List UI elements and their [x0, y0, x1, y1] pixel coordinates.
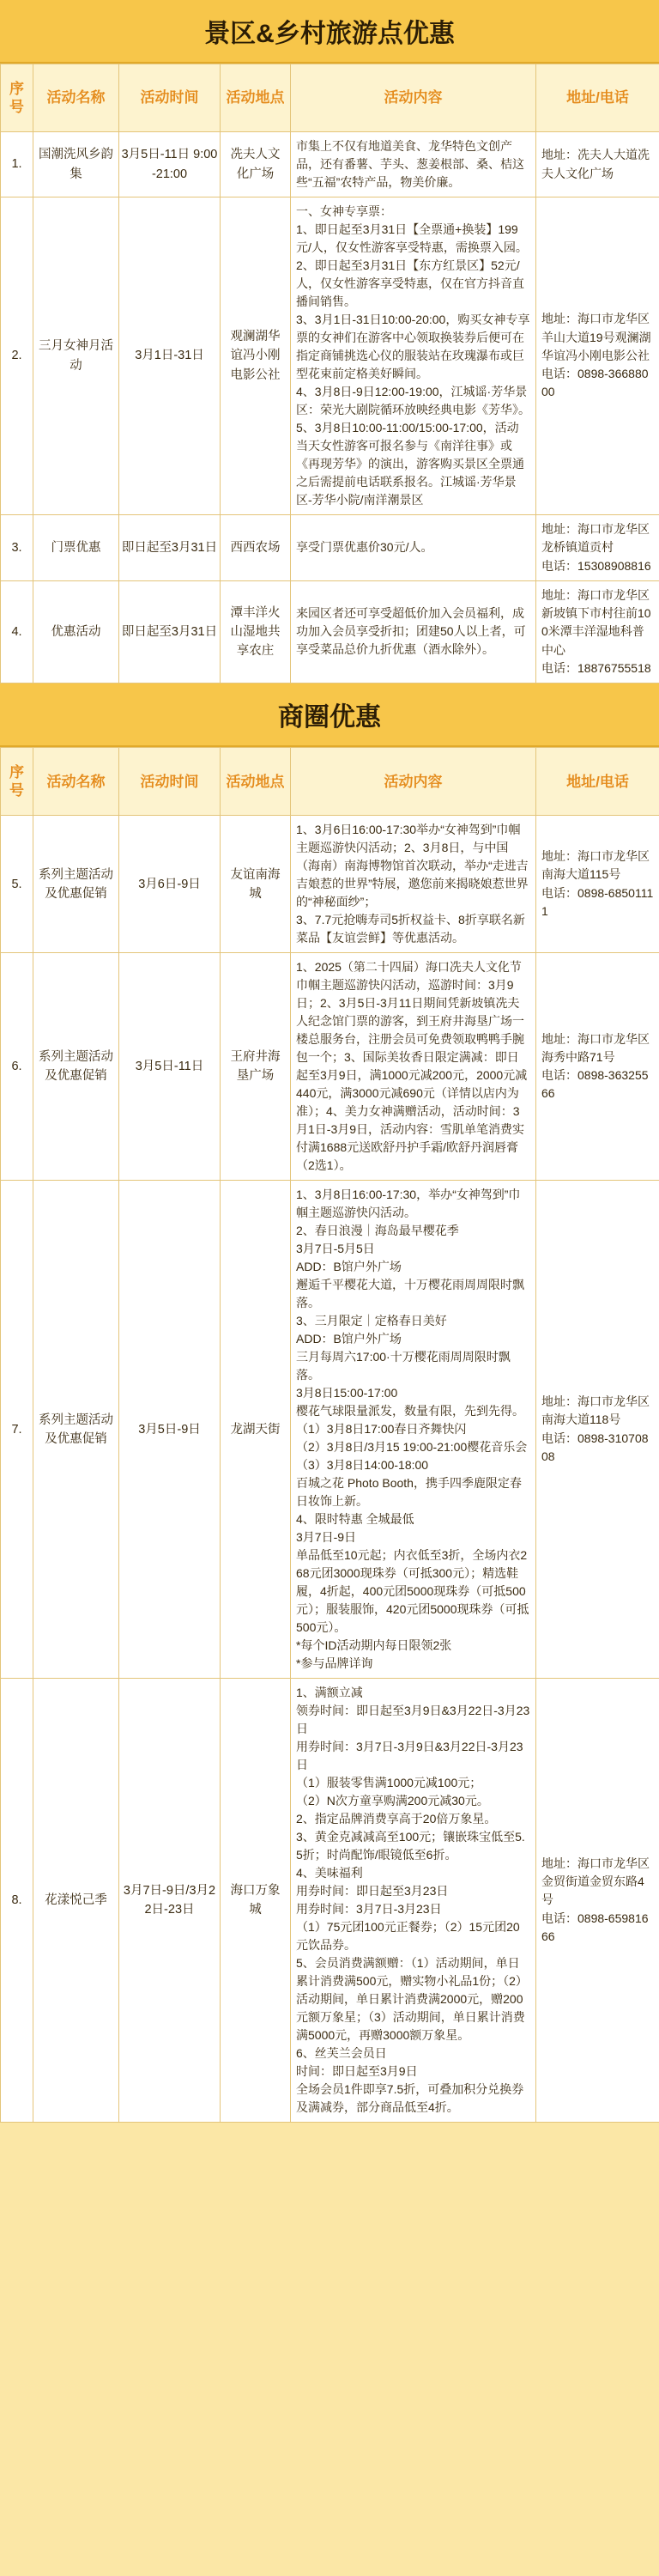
row-number: 2. — [1, 197, 33, 515]
address-phone: 地址：海口市龙华区羊山大道19号观澜湖华谊冯小刚电影公社 电话：0898-36688000 — [536, 197, 659, 515]
activity-place: 观澜湖华谊冯小刚电影公社 — [221, 197, 291, 515]
activity-name: 系列主题活动及优惠促销 — [33, 1181, 119, 1679]
promotion-table — [0, 64, 659, 683]
address-phone: 地址：海口市龙华区金贸街道金贸东路4号 电话：0898-65981666 — [536, 1679, 659, 2123]
activity-place: 西西农场 — [221, 515, 291, 581]
activity-content: 1、满额立减 领券时间：即日起至3月9日&3月22日-3月23日 用券时间：3月7日-3月9日&3月22日-3月23日 （1）服装零售满1000元减100元； （2）N次方童享购满200元减30元。 2、指定品牌消费享高于20倍万象星。 3、黄金克减减高至100元；镶嵌珠宝低至5.5折；时尚配饰/眼镜低至6折。 4、美味福利 用券时间：即日起至3月23日 用券时间：3月7日-3月23日 （1）75元团100元正餐券；（2）15元团20元饮品券。 5、会员消费满额赠：（1）活动期间，单日累计消费满500元，赠实物小礼品1份；（2）活动期间，单日累计消费满2000元，赠200元额万象星；（3）活动期间，单日累计消费满5000元，再赠3000额万象星。 6、丝芙兰会员日 时间：即日起至3月9日 全场会员1件即享7.5折，可叠加积分兑换券及满减券，部分商品低至4折。 — [291, 1679, 536, 2123]
activity-name: 国潮洗风乡韵集 — [33, 132, 119, 197]
section-title: 景区&乡村旅游点优惠 — [0, 0, 659, 64]
row-number: 3. — [1, 515, 33, 581]
activity-content: 来园区者还可享受超低价加入会员福利，成功加入会员享受折扣；团建50人以上者，可享受菜品总价九折优惠（酒水除外）。 — [291, 580, 536, 683]
row-number: 8. — [1, 1679, 33, 2123]
activity-content: 一、女神专享票： 1、即日起至3月31日【全票通+换装】199元/人，仅女性游客享受特惠，需换票入园。 2、即日起至3月31日【东方红景区】52元/人，仅女性游客享受特惠，仅在官方抖音直播间销售。 3、3月1日-31日10:00-20:00，购买女神专享票的女神们在游客中心领取换装券后便可在指定商铺挑选心仪的服装站在玫瑰瀑布或巨型花束前定格美好瞬间。 4、3月8日-9日12:00-19:00，江城谣·芳华景区：荣光大剧院循环放映经典电影《芳华》。 5、3月8日10:00-11:00/15:00-17:00，活动当天女性游客可报名参与《南洋往事》或《再现芳华》的演出，游客购买景区全票通之后需提前电话联系报名。江城谣·芳华景区-芳华小院/南洋潮景区 — [291, 197, 536, 515]
address-phone: 地址：海口市龙华区南海大道115号 电话：0898-68501111 — [536, 816, 659, 953]
column-header: 地址/电话 — [536, 64, 659, 132]
column-header: 地址/电话 — [536, 748, 659, 816]
activity-place: 王府井海垦广场 — [221, 953, 291, 1181]
table-row — [1, 132, 659, 197]
activity-name: 系列主题活动及优惠促销 — [33, 816, 119, 953]
table-header-row — [1, 64, 659, 132]
column-header: 活动时间 — [119, 748, 221, 816]
column-header: 序号 — [1, 64, 33, 132]
column-header: 活动地点 — [221, 748, 291, 816]
table-row — [1, 953, 659, 1181]
activity-name: 门票优惠 — [33, 515, 119, 581]
activity-place: 冼夫人文化广场 — [221, 132, 291, 197]
column-header: 活动名称 — [33, 64, 119, 132]
table-header-row — [1, 748, 659, 816]
activity-name: 优惠活动 — [33, 580, 119, 683]
table-row — [1, 1679, 659, 2123]
table-row — [1, 580, 659, 683]
activity-content: 1、2025（第二十四届）海口冼夫人文化节巾帼主题巡游快闪活动，巡游时间：3月9日；2、3月5日-3月11日期间凭新坡镇冼夫人纪念馆门票的游客，到王府井海垦广场一楼总服务台，注册会员可免费领取鸭鸭手腕包一个；3、国际美妆香日限定满减：即日起至3月9日，满1000元减200元，2000元减440元，满3000元减690元（详情以店内为准）；4、美力女神满赠活动，活动时间：3月1日-3月9日，活动内容：雪肌单笔消费实付满1688元送欧舒丹护手霜/欧舒丹润唇膏（2选1）。 — [291, 953, 536, 1181]
row-number: 4. — [1, 580, 33, 683]
activity-place: 海口万象城 — [221, 1679, 291, 2123]
table-row — [1, 515, 659, 581]
promotion-table — [0, 747, 659, 2123]
activity-name: 系列主题活动及优惠促销 — [33, 953, 119, 1181]
activity-place: 友谊南海城 — [221, 816, 291, 953]
row-number: 1. — [1, 132, 33, 197]
activity-place: 潭丰洋火山湿地共享农庄 — [221, 580, 291, 683]
activity-time: 3月5日-11日 — [119, 953, 221, 1181]
address-phone: 地址：冼夫人大道冼夫人文化广场 — [536, 132, 659, 197]
address-phone: 地址：海口市龙华区南海大道118号 电话：0898-31070808 — [536, 1181, 659, 1679]
column-header: 活动内容 — [291, 748, 536, 816]
row-number: 7. — [1, 1181, 33, 1679]
activity-time: 3月1日-31日 — [119, 197, 221, 515]
activity-content: 市集上不仅有地道美食、龙华特色文创产品，还有番薯、芋头、葱姜根部、桑、桔这些“五福”农特产品，物美价廉。 — [291, 132, 536, 197]
column-header: 活动名称 — [33, 748, 119, 816]
activity-time: 3月5日-9日 — [119, 1181, 221, 1679]
column-header: 序号 — [1, 748, 33, 816]
address-phone: 地址：海口市龙华区海秀中路71号 电话：0898-36325566 — [536, 953, 659, 1181]
activity-time: 即日起至3月31日 — [119, 515, 221, 581]
section-title: 商圈优惠 — [0, 683, 659, 747]
row-number: 5. — [1, 816, 33, 953]
activity-time: 即日起至3月31日 — [119, 580, 221, 683]
activity-name: 三月女神月活动 — [33, 197, 119, 515]
activity-time: 3月6日-9日 — [119, 816, 221, 953]
column-header: 活动时间 — [119, 64, 221, 132]
row-number: 6. — [1, 953, 33, 1181]
activity-content: 1、3月8日16:00-17:30，举办“女神驾到”巾帼主题巡游快闪活动。 2、春日浪漫｜海岛最早樱花季 3月7日-5月5日 ADD：B馆户外广场 邂逅千平樱花大道，十万樱花雨周周限时飘落。 3、三月限定｜定格春日美好 ADD：B馆户外广场 三月每周六17:00·十万樱花雨周周限时飘落。 3月8日15:00-17:00 樱花气球限量派发，数量有限，先到先得。 （1）3月8日17:00春日齐舞快闪 （2）3月8日/3月15 19:00-21:00樱花音乐会 （3）3月8日14:00-18:00 百城之花 Photo Booth，携手四季鹿限定春日妆饰上新。 4、限时特惠 全城最低 3月7日-9日 单品低至10元起；内衣低至3折，全场内衣268元团3000现珠券（可抵300元）；精选鞋履，4折起，400元团5000现珠券（可抵500元）；服装服饰，420元团5000现珠券（可抵500元）。 *每个ID活动期内每日限领2张 *参与品牌详询 — [291, 1181, 536, 1679]
column-header: 活动地点 — [221, 64, 291, 132]
address-phone: 地址：海口市龙华区新坡镇下市村往前100米潭丰洋湿地科普中心 电话：18876755518 — [536, 580, 659, 683]
activity-content: 享受门票优惠价30元/人。 — [291, 515, 536, 581]
address-phone: 地址：海口市龙华区龙桥镇道贡村 电话：15308908816 — [536, 515, 659, 581]
activity-content: 1、3月6日16:00-17:30举办“女神驾到”巾帼主题巡游快闪活动；2、3月8日，与中国（海南）南海博物馆首次联动，举办“走进吉吉娘惹的世界”特展，邀您前来揭晓娘惹世界的“神秘面纱”； 3、7.7元抢嗨寿司5折权益卡、8折享联名新菜品【友谊尝鲜】等优惠活动。 — [291, 816, 536, 953]
activity-place: 龙湖天街 — [221, 1181, 291, 1679]
activity-time: 3月7日-9日/3月22日-23日 — [119, 1679, 221, 2123]
column-header: 活动内容 — [291, 64, 536, 132]
activity-time: 3月5日-11日 9:00-21:00 — [119, 132, 221, 197]
table-row — [1, 197, 659, 515]
activity-name: 花漾悦己季 — [33, 1679, 119, 2123]
table-row — [1, 816, 659, 953]
table-row — [1, 1181, 659, 1679]
